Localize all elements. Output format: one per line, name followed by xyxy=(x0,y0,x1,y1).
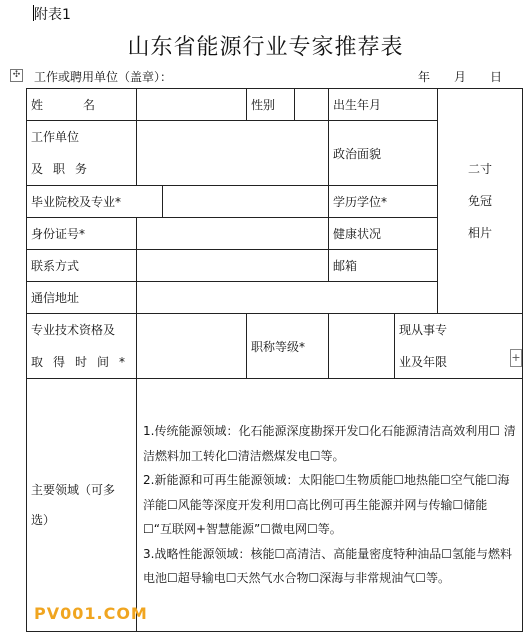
address-label: 通信地址 xyxy=(27,282,137,314)
domain-paragraph-traditional[interactable]: 1.传统能源领域：化石能源深度勘探开发☐化石能源清洁高效利用☐ 清洁燃料加工转化☐清洁燃煤发电☐等。 xyxy=(143,424,516,463)
address-value[interactable] xyxy=(137,282,438,314)
plus-icon[interactable]: + xyxy=(510,349,522,367)
date-month: 月 xyxy=(454,70,469,84)
name-label: 姓 名 xyxy=(27,89,137,121)
recommendation-form-table xyxy=(26,88,523,632)
photo-box[interactable]: 二寸 免冠 相片 xyxy=(438,89,523,314)
date-year: 年 xyxy=(418,70,433,84)
watermark: PV001.COM xyxy=(34,604,148,623)
domain-options[interactable] xyxy=(137,379,523,632)
id-value[interactable] xyxy=(137,218,329,250)
title-level-value[interactable] xyxy=(329,314,395,379)
work-unit-label: 工作单位 及职务 xyxy=(27,121,137,186)
school-label: 毕业院校及专业* xyxy=(27,186,163,218)
domain-label: 主要领域（可多选） xyxy=(27,379,137,632)
date-day: 日 xyxy=(490,70,505,84)
health-label: 健康状况 xyxy=(329,218,438,250)
qualification-value[interactable] xyxy=(137,314,247,379)
degree-label: 学历学位* xyxy=(329,186,438,218)
domain-paragraph-strategic[interactable]: 3.战略性能源领域：核能☐高清洁、高能量密度特种油品☐氢能与燃料电池☐超导输电☐天然气水合物☐深海与非常规油气☐等。 xyxy=(143,546,512,586)
contact-label: 联系方式 xyxy=(27,250,137,282)
contact-value[interactable] xyxy=(137,250,329,282)
gender-label: 性别 xyxy=(247,89,295,121)
work-unit-value[interactable] xyxy=(137,121,329,186)
postcode-label: 邮箱 xyxy=(329,250,438,282)
politics-label: 政治面貌 xyxy=(329,121,438,186)
birth-label: 出生年月 xyxy=(329,89,438,121)
id-label: 身份证号* xyxy=(27,218,137,250)
domain-paragraph-renewable[interactable]: 2.新能源和可再生能源领域：太阳能☐生物质能☐地热能☐空气能☐海洋能☐风能等深度开发利用☐高比例可再生能源并网与传输☐储能☐“互联网+智慧能源”☐微电网☐等。 xyxy=(143,473,510,537)
org-label: 工作或聘用单位（盖章）： xyxy=(34,70,173,84)
move-cross-icon[interactable]: ✣ xyxy=(10,69,23,82)
appendix-label: 附表1 xyxy=(34,7,71,23)
school-value[interactable] xyxy=(163,186,329,218)
current-field-label: 现从事专 业及年限 xyxy=(395,314,523,379)
page-title: 山东省能源行业专家推荐表 xyxy=(127,35,404,60)
name-value[interactable] xyxy=(137,89,247,121)
title-level-label: 职称等级* xyxy=(247,314,329,379)
qualification-label: 专业技术资格及 取得时间* xyxy=(27,314,137,379)
date-line xyxy=(418,68,504,85)
gender-value[interactable] xyxy=(295,89,329,121)
